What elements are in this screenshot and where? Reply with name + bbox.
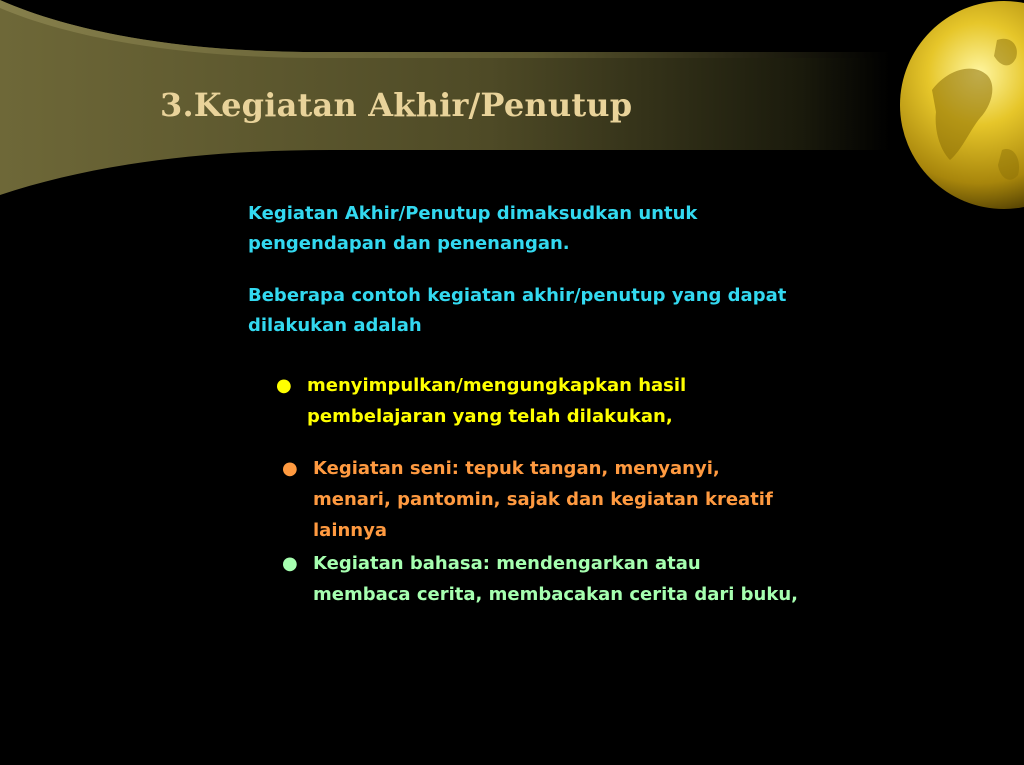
bullet-text: Kegiatan seni: tepuk tangan, menyanyi, menari, pantomin, sajak dan kegiatan kreatif lainnya: [313, 458, 773, 541]
bullet-text: Kegiatan bahasa: mendengarkan atau membaca cerita, membacakan cerita dari buku,: [313, 553, 798, 605]
slide-title: 3.Kegiatan Akhir/Penutup: [160, 86, 633, 124]
gold-globe-icon: [892, 0, 1024, 210]
bullet-marker: ●: [282, 458, 298, 479]
bullet-item-summary: [276, 370, 796, 432]
bullet-text: menyimpulkan/mengungkapkan hasil pembelajaran yang telah dilakukan,: [307, 375, 687, 427]
bullet-marker: ●: [276, 375, 292, 396]
intro-paragraph: Kegiatan Akhir/Penutup dimaksudkan untuk pengendapan dan penenangan.: [248, 203, 698, 254]
bullet-item-language: [282, 548, 802, 610]
examples-paragraph: Beberapa contoh kegiatan akhir/penutup yang dapat dilakukan adalah: [248, 285, 787, 336]
bullet-item-art: [282, 453, 802, 546]
bullet-marker: ●: [282, 553, 298, 574]
